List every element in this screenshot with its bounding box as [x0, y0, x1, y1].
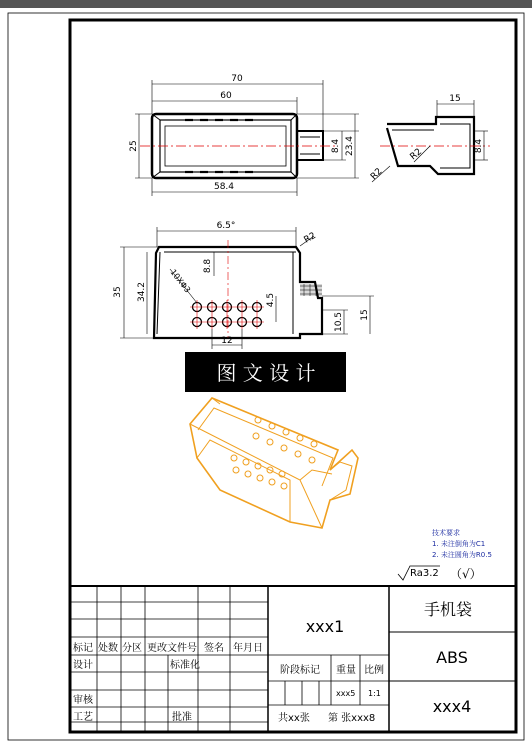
dim-r2-right: R2 — [408, 146, 425, 163]
label-date: 年月日 — [233, 643, 263, 654]
sheets-total: 共xx张 — [278, 713, 310, 724]
dim-25: 25 — [129, 140, 139, 152]
watermark: 图 文 设 计 — [216, 361, 316, 385]
weight-value: xxx5 — [336, 689, 356, 698]
tech-note-2: 2. 未注圆角为R0.5 — [432, 551, 492, 559]
label-standard: 标准化 — [170, 660, 200, 671]
label-doc-no: 更改文件号 — [147, 643, 197, 654]
roughness-value: Ra3.2 — [410, 568, 439, 579]
material: ABS — [436, 648, 468, 667]
dim-23-4: 23.4 — [345, 135, 355, 157]
dim-r2-front: R2 — [302, 230, 318, 246]
part-name: 手机袋 — [423, 600, 473, 619]
dim-58-4: 58.4 — [213, 182, 235, 192]
label-zone: 分区 — [122, 643, 142, 654]
dim-front-15: 15 — [360, 309, 370, 321]
dim-60: 60 — [220, 91, 232, 101]
dim-15: 15 — [449, 94, 461, 104]
roughness-suffix: （√） — [450, 567, 482, 581]
dim-6-5-deg: 6.5° — [216, 221, 236, 231]
dim-8-8: 8.8 — [203, 258, 213, 274]
label-sign: 签名 — [204, 643, 224, 654]
dim-side-8-4: 8.4 — [474, 138, 484, 154]
dim-4-5: 4.5 — [266, 292, 276, 308]
drawing-number: xxx1 — [305, 617, 345, 636]
label-weight: 重量 — [336, 665, 356, 676]
label-review: 审核 — [73, 695, 93, 706]
dim-r2-left: R2 — [369, 166, 385, 183]
label-process: 工艺 — [73, 712, 93, 723]
label-stage-mark: 阶段标记 — [280, 665, 320, 676]
dim-holes: 10XΦ3 — [168, 267, 193, 295]
dim-8-4: 8.4 — [331, 138, 341, 154]
dim-10-5: 10.5 — [334, 311, 344, 333]
dim-35: 35 — [113, 286, 123, 298]
company-code: xxx4 — [432, 697, 472, 716]
dim-34-2: 34.2 — [137, 281, 147, 303]
tech-note-1: 1. 未注倒角为C1 — [432, 540, 486, 548]
label-count: 处数 — [98, 643, 118, 654]
label-design: 设计 — [73, 660, 93, 671]
window-top-bar — [0, 0, 532, 8]
scale-value: 1:1 — [368, 689, 381, 698]
dim-70: 70 — [231, 74, 243, 84]
label-mark: 标记 — [73, 643, 93, 654]
tech-notes-title: 技术要求 — [432, 529, 460, 537]
label-approve: 批准 — [172, 712, 192, 723]
dim-12: 12 — [221, 336, 233, 346]
label-scale: 比例 — [364, 665, 384, 676]
sheet-number: 第 张xxx8 — [328, 713, 376, 724]
